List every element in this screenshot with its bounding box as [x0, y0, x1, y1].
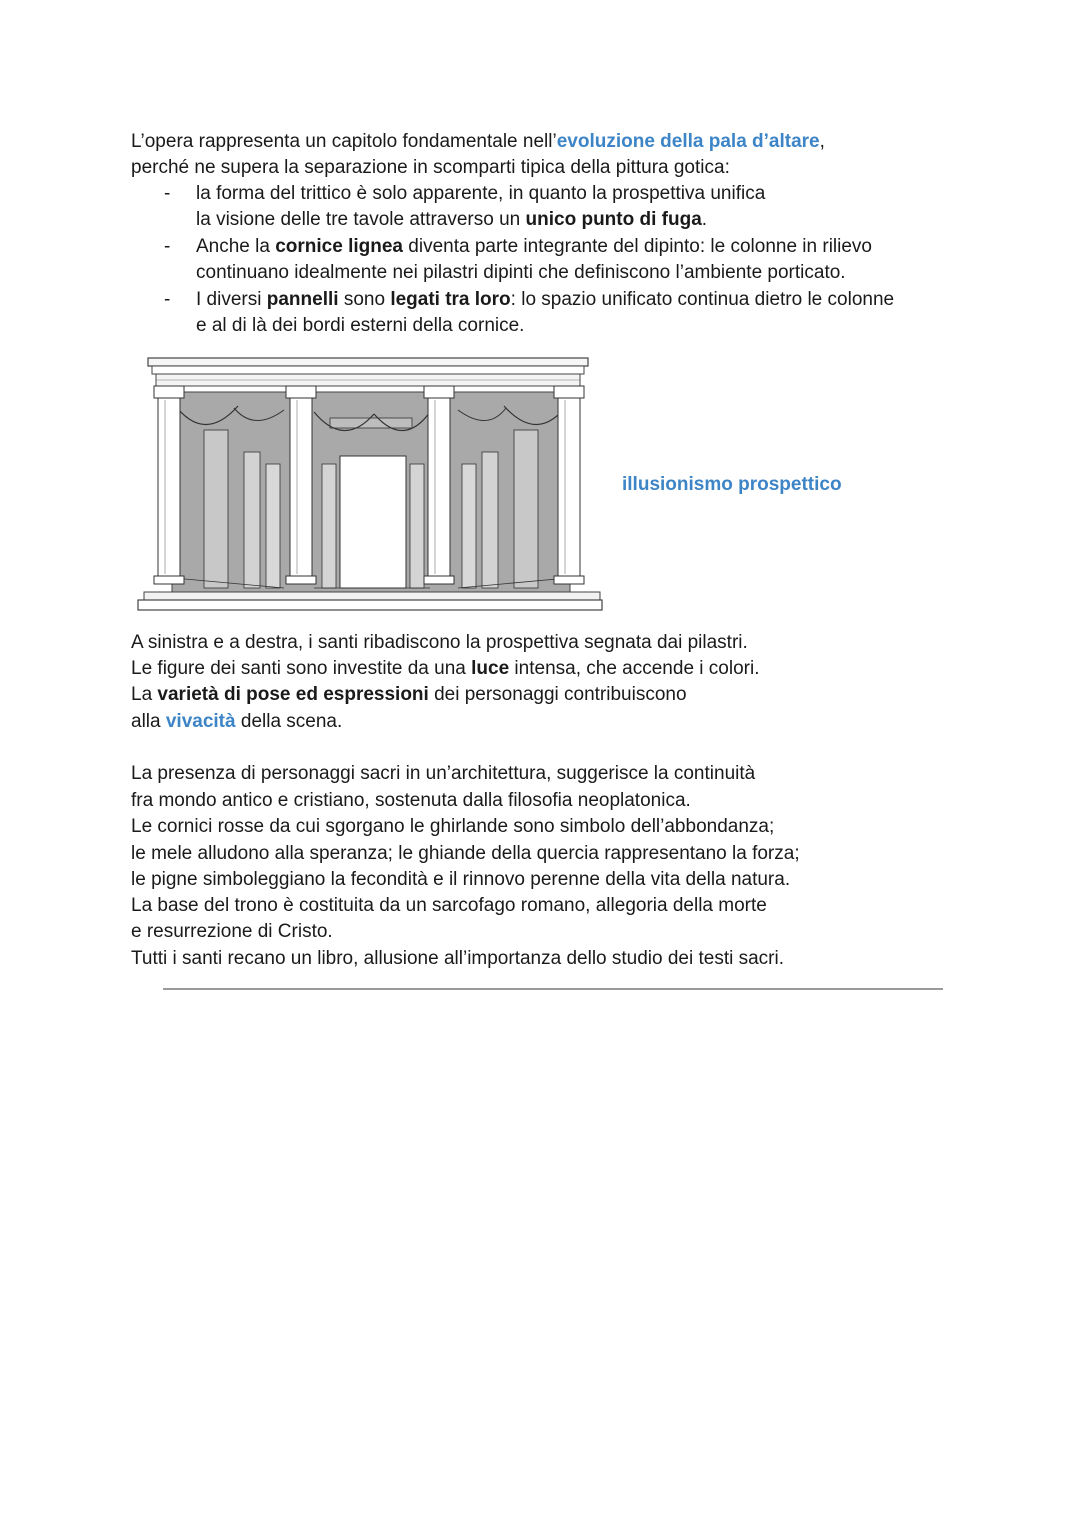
para3-line-7: e resurrezione di Cristo. [131, 921, 333, 942]
bullet-text: I diversi [196, 289, 267, 310]
para3-line-1: La presenza di personaggi sacri in un’architettura, suggerisce la continuità [131, 763, 756, 784]
para3-line-3: Le cornici rosse da cui sgorgano le ghirlande sono simbolo dell’abbondanza; [131, 816, 775, 837]
highlight-vivacita: vivacità [165, 711, 236, 732]
para2-line-2 [131, 656, 759, 682]
para-text: La [131, 684, 158, 705]
bullet-1-line-1: la forma del trittico è solo apparente, in quanto la prospettiva unifica [196, 183, 766, 204]
intro-line-1 [131, 129, 825, 155]
bullet-dash-2: - [164, 236, 171, 257]
intro-text: L’opera rappresenta un capitolo fondamentale nell’ [131, 131, 557, 152]
bullet-2-line-2: continuano idealmente nei pilastri dipinti che definiscono l’ambiente porticato. [196, 262, 846, 283]
para3-line-2: fra mondo antico e cristiano, sostenuta dalla filosofia neoplatonica. [131, 790, 691, 811]
bullet-2-line-1 [196, 234, 872, 260]
intro-comma: , [819, 131, 825, 152]
bullet-text: . [701, 209, 708, 230]
bold-cornice-lignea: cornice lignea [275, 236, 404, 257]
bullet-3-line-2: e al di là dei bordi esterni della cornice. [196, 315, 525, 336]
bold-legati-tra-loro: legati tra loro [390, 289, 511, 310]
intro-line-2: perché ne supera la separazione in scomparti tipica della pittura gotica: [131, 157, 730, 178]
bullet-text: sono [338, 289, 391, 310]
bullet-text: : lo spazio unificato continua dietro le colonne [510, 289, 895, 310]
bold-luce: luce [471, 658, 510, 679]
bullet-text: Anche la [196, 236, 276, 257]
para3-line-5: le pigne simboleggiano la fecondità e il rinnovo perenne della vita della natura. [131, 869, 791, 890]
para3-line-8: Tutti i santi recano un libro, allusione all’importanza dello studio dei testi sacri. [131, 948, 785, 969]
horizontal-divider [163, 988, 943, 990]
bold-varieta-pose: varietà di pose ed espressioni [157, 684, 429, 705]
portico-illustration [134, 352, 604, 617]
bullet-dash-1: - [164, 183, 171, 204]
bullet-dash-3: - [164, 289, 171, 310]
bullet-text: diventa parte integrante del dipinto: le colonne in rilievo [403, 236, 872, 257]
para2-line-1: A sinistra e a destra, i santi ribadiscono la prospettiva segnata dai pilastri. [131, 632, 748, 653]
para3-line-4: le mele alludono alla speranza; le ghiande della quercia rappresentano la forza; [131, 843, 800, 864]
bullet-text: la visione delle tre tavole attraverso un [196, 209, 526, 230]
para-text: dei personaggi contribuiscono [428, 684, 687, 705]
bullet-3-line-1 [196, 287, 894, 313]
highlight-evoluzione: evoluzione della pala d’altare [556, 131, 820, 152]
para-text: intensa, che accende i colori. [509, 658, 760, 679]
figure-caption: illusionismo prospettico [622, 474, 842, 495]
bullet-1-line-2 [196, 207, 707, 233]
bold-punto-di-fuga: unico punto di fuga [525, 209, 702, 230]
para-text: alla [131, 711, 166, 732]
para2-line-3 [131, 682, 687, 708]
para-text: della scena. [235, 711, 343, 732]
bold-pannelli: pannelli [266, 289, 339, 310]
para2-line-4 [131, 709, 342, 735]
para-text: Le figure dei santi sono investite da una [131, 658, 472, 679]
para3-line-6: La base del trono è costituita da un sarcofago romano, allegoria della morte [131, 895, 767, 916]
